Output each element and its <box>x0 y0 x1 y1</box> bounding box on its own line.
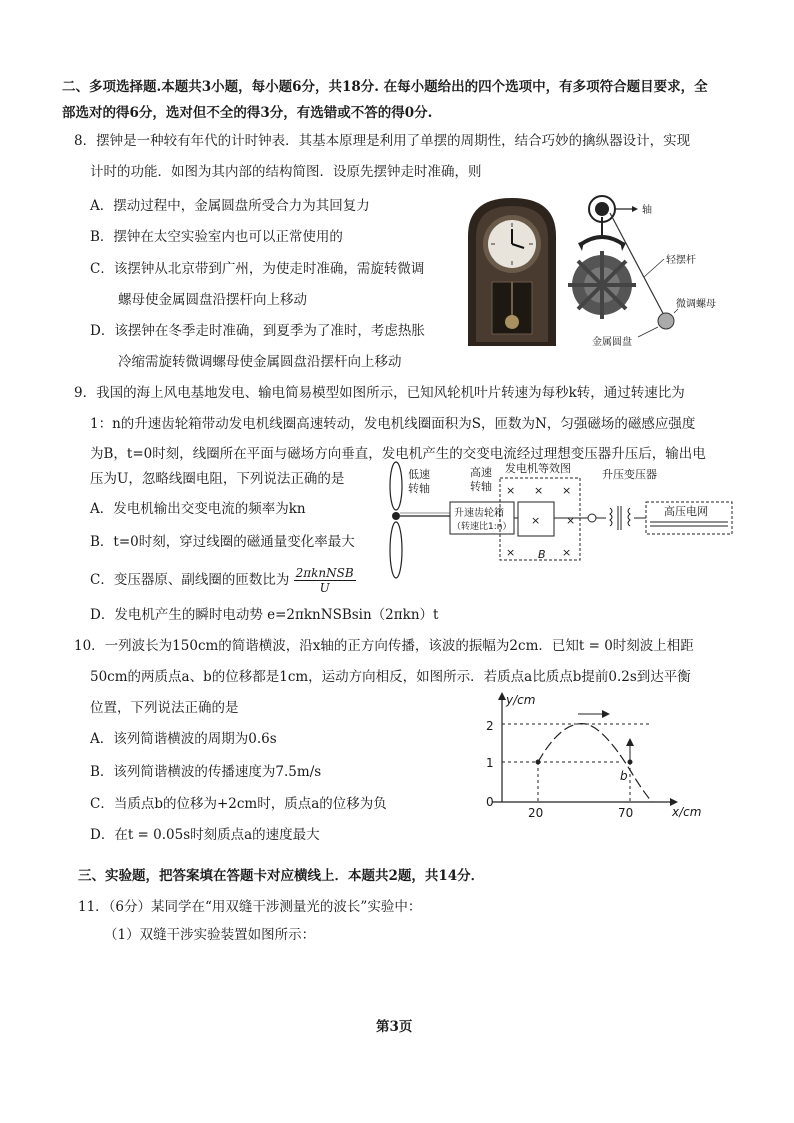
wave-graph <box>482 690 714 822</box>
svg-text:×: × <box>506 546 516 559</box>
q10-option-a: A．该列简谐横波的周期为0.6s <box>90 731 277 747</box>
svg-text:B: B <box>538 548 546 561</box>
escape-wheel-icon <box>568 251 636 319</box>
q10-option-b: B．该列简谐横波的传播速度为7.5m/s <box>90 764 322 780</box>
escapement-diagram <box>568 193 718 353</box>
section2-header-line2: 部选对的得6分，选对但不全的得3分，有选错或不答的得0分. <box>62 105 433 121</box>
label-nut: 微调螺母 <box>676 299 716 310</box>
svg-text:×: × <box>562 546 572 559</box>
q10-stem-line3: 位置，下列说法正确的是 <box>90 700 239 716</box>
x-axis-label: x/cm <box>672 805 702 819</box>
svg-text:发电机等效图: 发电机等效图 <box>505 462 571 475</box>
point-a <box>536 760 541 765</box>
svg-text:（转速比1:n）: （转速比1:n） <box>452 522 512 532</box>
q9-option-b: B．t=0时刻，穿过线圈的磁通量变化率最大 <box>90 534 355 550</box>
svg-text:×: × <box>506 484 516 497</box>
page-number: 第3页 <box>376 1019 413 1035</box>
y-tick-2: 2 <box>486 719 494 733</box>
svg-text:高速: 高速 <box>470 466 492 479</box>
q11-sub1: （1）双缝干涉实验装置如图所示： <box>104 927 316 943</box>
q11-stem: 11．（6分）某同学在“用双缝干涉测量光的波长”实验中： <box>78 899 422 915</box>
y-tick-1: 1 <box>486 756 494 770</box>
x-tick-20: 20 <box>528 806 544 820</box>
q8-option-d-line1: D．该摆钟在冬季走时准确，到夏季为了准时，考虑热胀 <box>90 323 425 339</box>
q9-option-a: A．发电机输出交变电流的频率为kn <box>90 501 306 517</box>
q8-option-c-line1: C．该摆钟从北京带到广州，为使走时准确，需旋转微调 <box>90 261 425 277</box>
q10-stem-line2: 50cm的两质点a、b的位移都是1cm，运动方向相反，如图所示．若质点a比质点b提前0.2s到达平衡 <box>90 669 691 685</box>
q9-option-d: D．发电机产生的瞬时电动势 e=2πknNSBsin（2πkn）t <box>90 607 439 623</box>
q10-stem-line1: 10．一列波长为150cm的简谐横波，沿x轴的正方向传播，该波的振幅为2cm．已知t = 0时刻波上相距 <box>74 638 694 654</box>
x-tick-70: 70 <box>618 806 634 820</box>
q10-option-d: D．在t = 0.05s时刻质点a的速度最大 <box>90 827 320 843</box>
q9-option-c: C．变压器原、副线圈的匝数比为 $\frac{\text{2πknNSB}}{U}$ <box>90 566 354 595</box>
q8-option-c-line2: 螺母使金属圆盘沿摆杆向上移动 <box>118 292 307 308</box>
svg-text:高压电网: 高压电网 <box>664 505 708 518</box>
q9-stem-line1: 9．我国的海上风电基地发电、输电简易模型如图所示，已知风轮机叶片转速为每秒k转，通过转速比为 <box>74 385 685 401</box>
wave-curve <box>538 724 652 802</box>
pendulum-clock-figure <box>462 196 562 346</box>
q8-option-b: B．摆钟在太空实验室内也可以正常使用的 <box>90 229 343 245</box>
label-axis: 轴 <box>642 205 652 216</box>
svg-text:×: × <box>562 484 572 497</box>
svg-text:升压变压器: 升压变压器 <box>602 468 657 481</box>
q8-stem-line2: 计时的功能．如图为其内部的结构简图．设原先摆钟走时准确，则 <box>90 164 482 180</box>
svg-text:×: × <box>566 514 576 527</box>
q8-stem-line1: 8．摆钟是一种较有年代的计时钟表．其基本原理是利用了单摆的周期性，结合巧妙的擒纵器设计，实现 <box>74 133 691 149</box>
svg-text:转轴: 转轴 <box>408 482 430 495</box>
metal-disk-icon <box>658 313 674 329</box>
q9-stem-line2: 1：n的升速齿轮箱带动发电机线圈高速转动，发电机线圈面积为S，匝数为N，匀强磁场的磁感应强度 <box>90 416 696 432</box>
q10-option-c: C．当质点b的位移为+2cm时，质点a的位移为负 <box>90 796 387 812</box>
label-rod: 轻摆杆 <box>666 255 696 266</box>
svg-text:升速齿轮箱: 升速齿轮箱 <box>454 508 504 519</box>
point-b-label: b <box>620 769 628 783</box>
y-tick-0: 0 <box>486 795 494 809</box>
transformer-icon <box>610 506 630 530</box>
section3-header: 三、实验题，把答案填在答题卡对应横线上．本题共2题，共14分． <box>78 868 485 884</box>
section2-header-line1: 二、多项选择题.本题共3小题，每小题6分，共18分. 在每小题给出的四个选项中，有多项符合题目要求，全 <box>62 79 708 95</box>
svg-text:低速: 低速 <box>408 468 430 481</box>
svg-text:×: × <box>534 484 544 497</box>
q8-option-d-line2: 冷缩需旋转微调螺母使金属圆盘沿摆杆向上移动 <box>118 354 402 370</box>
wind-power-diagram <box>378 458 738 582</box>
svg-text:×: × <box>531 514 541 527</box>
q8-option-a: A．摆动过程中，金属圆盘所受合力为其回复力 <box>90 198 370 214</box>
svg-text:转轴: 转轴 <box>470 480 492 493</box>
q9-stem-line3: 为B，t=0时刻，线圈所在平面与磁场方向垂直，发电机产生的交变电流经过理想变压器升压后，输出电 <box>90 446 706 462</box>
label-disk: 金属圆盘 <box>592 337 632 348</box>
q9-stem-line4: 压为U，忽略线圈电阻，下列说法正确的是 <box>90 471 345 487</box>
wind-turbine-icon <box>390 462 402 578</box>
y-axis-label: y/cm <box>506 693 536 707</box>
q9-option-c-fraction: $\frac{\text{2πknNSB}}{U}$ <box>295 566 354 595</box>
